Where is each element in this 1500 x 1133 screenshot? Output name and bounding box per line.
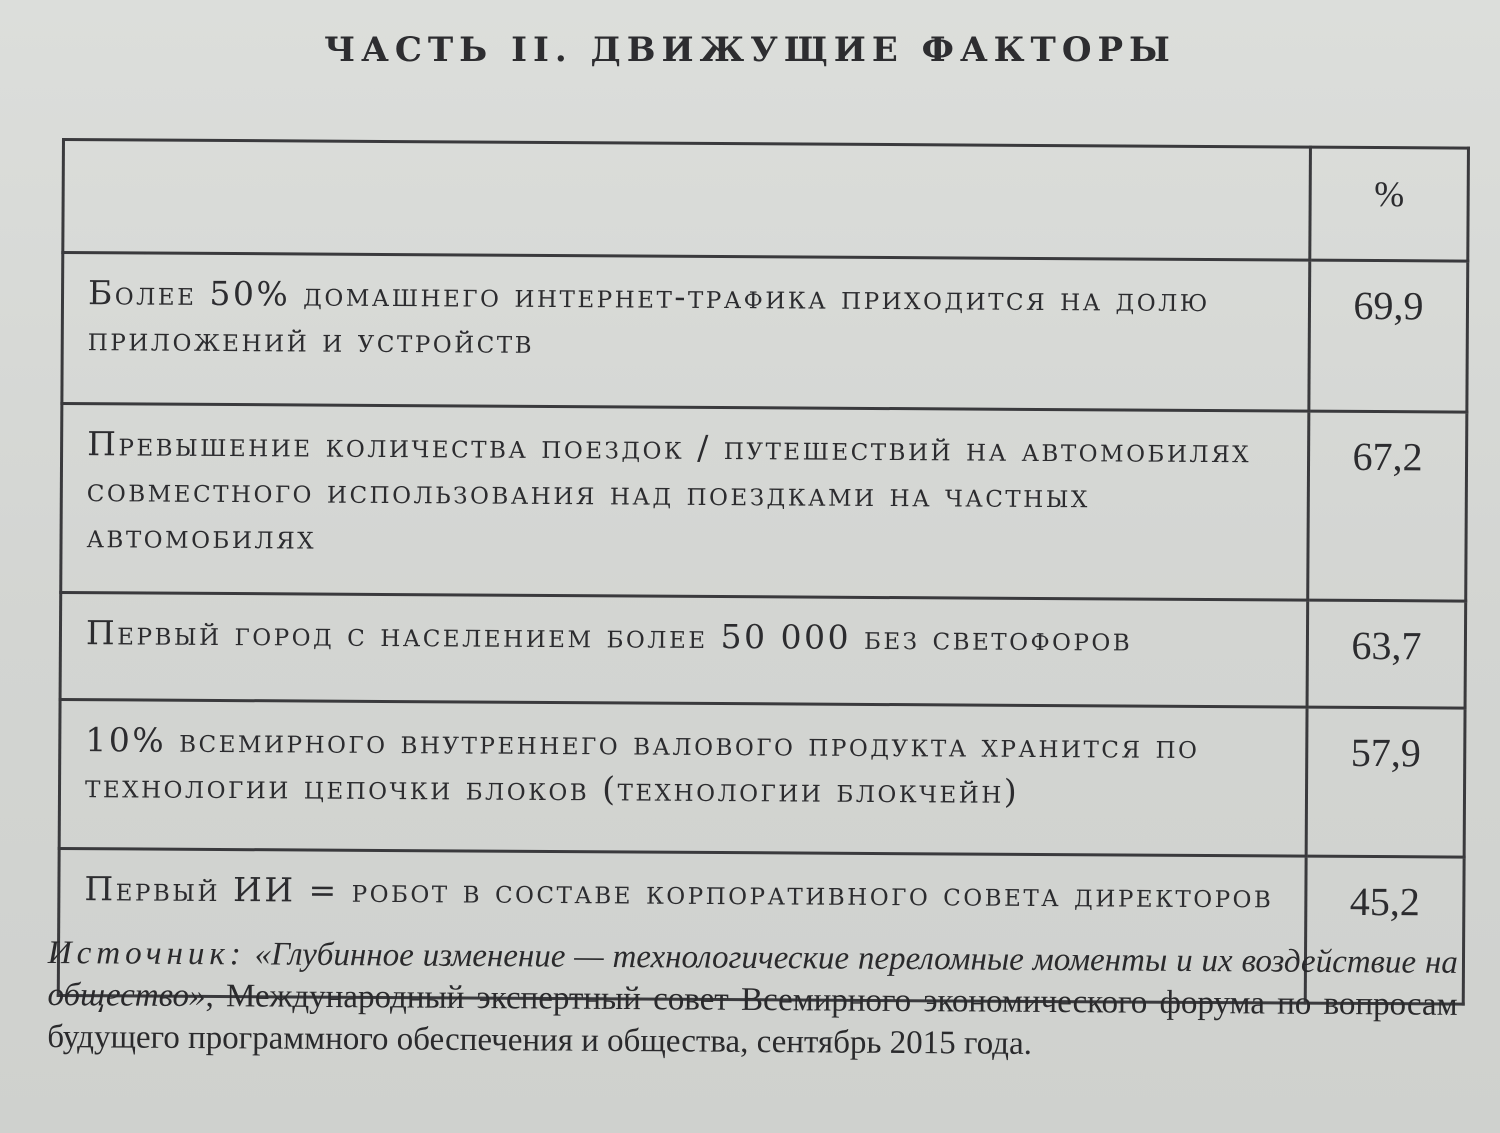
row-description: Превышение количества поездок / путешествий на автомобилях совместного использования над поездками на частных автомобилях — [61, 404, 1309, 601]
source-title: «Глубинное изменение — технологические переломные моменты и их воздействие на общество» — [47, 936, 1458, 1015]
forecast-table — [57, 138, 1470, 1006]
table-row — [60, 593, 1466, 709]
row-value: 57,9 — [1306, 707, 1465, 857]
row-description: Более 50% домашнего интернет-трафика приходится на долю приложений и устройств — [62, 253, 1310, 412]
row-value: 67,2 — [1308, 411, 1467, 601]
data-table — [57, 138, 1470, 1006]
table-row — [61, 404, 1467, 602]
row-description: Первый город с населением более 50 000 без светофоров — [60, 593, 1308, 708]
running-head-title: ЧАСТЬ II. ДВИЖУЩИЕ ФАКТОРЫ — [324, 30, 1176, 70]
source-label: Источник: — [47, 934, 246, 973]
row-value: 45,2 — [1305, 856, 1464, 1004]
header-percent-cell: % — [1310, 147, 1469, 261]
source-note — [47, 932, 1458, 1068]
row-value: 69,9 — [1309, 260, 1468, 412]
row-value: 63,7 — [1307, 600, 1466, 708]
source-text: , Международный экспертный совет Всемирного экономического форума по вопросам будущего программного обеспечения и общества, сентябрь 2015 года. — [47, 978, 1458, 1062]
table-row — [62, 253, 1468, 413]
header-description-cell — [63, 140, 1311, 261]
row-description: Первый ИИ = робот в составе корпоративного совета директоров — [58, 848, 1306, 1003]
table-header-row — [63, 140, 1469, 262]
row-description: 10% всемирного внутреннего валового продукта хранится по технологии цепочки блоков (технологии блокчейн) — [59, 699, 1307, 856]
table-row — [59, 699, 1465, 857]
